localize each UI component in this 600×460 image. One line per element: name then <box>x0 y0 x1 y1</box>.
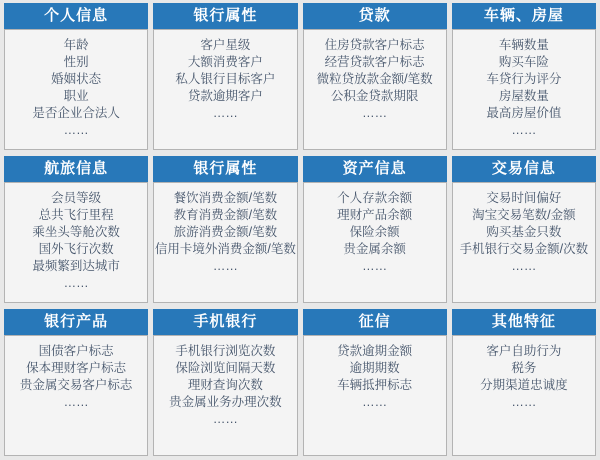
feature-category-cell <box>153 309 297 456</box>
feature-item: 乘坐头等舱次数 <box>32 225 120 239</box>
feature-item: …… <box>511 259 537 273</box>
feature-item: 手机银行交易金额/次数 <box>459 242 589 256</box>
category-item-list <box>4 29 148 150</box>
feature-item: …… <box>362 106 388 120</box>
feature-category-cell <box>4 156 148 303</box>
category-header: 交易信息 <box>452 156 596 182</box>
feature-item: 贵金属业务办理次数 <box>169 395 282 409</box>
feature-item: 年龄 <box>63 38 89 52</box>
feature-item: 教育消费金额/笔数 <box>173 208 278 222</box>
feature-item: 个人存款余额 <box>337 191 413 205</box>
feature-item: …… <box>511 395 537 409</box>
category-header: 手机银行 <box>153 309 297 335</box>
feature-item: …… <box>212 412 238 426</box>
category-item-list <box>153 29 297 150</box>
category-item-list <box>303 182 447 303</box>
category-item-list <box>303 29 447 150</box>
feature-item: 客户星级 <box>200 38 251 52</box>
feature-category-cell <box>303 309 447 456</box>
category-item-list <box>452 182 596 303</box>
category-header: 车辆、房屋 <box>452 3 596 29</box>
feature-item: 逾期期数 <box>349 361 400 375</box>
feature-item: 客户自助行为 <box>486 344 562 358</box>
feature-category-cell <box>452 156 596 303</box>
category-header: 银行属性 <box>153 3 297 29</box>
category-item-list <box>452 29 596 150</box>
feature-item: 最高房屋价值 <box>486 106 562 120</box>
feature-item: …… <box>511 123 537 137</box>
feature-item: 房屋数量 <box>498 89 549 103</box>
feature-item: 微粒贷放款金额/笔数 <box>316 72 433 86</box>
category-header: 资产信息 <box>303 156 447 182</box>
feature-item: …… <box>63 276 89 290</box>
feature-item: 信用卡境外消费金额/笔数 <box>154 242 296 256</box>
feature-item: 车辆抵押标志 <box>337 378 413 392</box>
feature-item: 国外飞行次数 <box>38 242 114 256</box>
feature-item: 总共飞行里程 <box>38 208 114 222</box>
feature-category-cell <box>153 156 297 303</box>
feature-item: 购买车险 <box>498 55 549 69</box>
feature-item: 贵金属交易客户标志 <box>19 378 133 392</box>
feature-item: 住房贷款客户标志 <box>324 38 425 52</box>
category-header: 其他特征 <box>452 309 596 335</box>
category-item-list <box>153 335 297 456</box>
category-header: 贷款 <box>303 3 447 29</box>
category-header: 个人信息 <box>4 3 148 29</box>
feature-item: 大额消费客户 <box>187 55 263 69</box>
feature-item: 购买基金只数 <box>486 225 562 239</box>
feature-item: 是否企业合法人 <box>32 106 120 120</box>
feature-item: 会员等级 <box>51 191 102 205</box>
feature-item: 最频繁到达城市 <box>32 259 120 273</box>
feature-category-cell <box>452 309 596 456</box>
feature-item: 私人银行目标客户 <box>175 72 276 86</box>
feature-item: 公积金贷款期限 <box>330 89 419 103</box>
category-header: 银行产品 <box>4 309 148 335</box>
feature-item: …… <box>63 395 89 409</box>
feature-category-cell <box>153 3 297 150</box>
category-header: 征信 <box>303 309 447 335</box>
category-item-list <box>4 335 148 456</box>
feature-item: 贷款逾期金额 <box>337 344 413 358</box>
feature-item: …… <box>362 259 388 273</box>
category-item-list <box>4 182 148 303</box>
feature-category-cell <box>303 156 447 303</box>
feature-item: 理财查询次数 <box>187 378 263 392</box>
feature-item: …… <box>212 106 238 120</box>
feature-item: 保本理财客户标志 <box>26 361 127 375</box>
feature-item: 淘宝交易笔数/金额 <box>472 208 576 222</box>
feature-item: 贵金属余额 <box>343 242 406 256</box>
feature-grid <box>4 3 596 456</box>
feature-item: 车辆数量 <box>498 38 549 52</box>
feature-item: 交易时间偏好 <box>486 191 562 205</box>
feature-item: …… <box>362 395 388 409</box>
feature-category-cell <box>4 3 148 150</box>
feature-item: 贷款逾期客户 <box>187 89 263 103</box>
category-header: 航旅信息 <box>4 156 148 182</box>
feature-item: 手机银行浏览次数 <box>175 344 276 358</box>
feature-category-cell <box>4 309 148 456</box>
feature-item: 性别 <box>63 55 89 69</box>
feature-item: 婚姻状态 <box>51 72 102 86</box>
feature-category-cell <box>303 3 447 150</box>
feature-item: 职业 <box>63 89 89 103</box>
feature-item: 理财产品余额 <box>337 208 413 222</box>
category-header: 银行属性 <box>153 156 297 182</box>
feature-item: 经营贷款客户标志 <box>324 55 425 69</box>
feature-item: …… <box>212 259 238 273</box>
feature-item: 国债客户标志 <box>38 344 114 358</box>
feature-item: 税务 <box>511 361 537 375</box>
feature-item: 保险余额 <box>349 225 400 239</box>
feature-item: 车贷行为评分 <box>486 72 562 86</box>
category-item-list <box>452 335 596 456</box>
feature-item: 旅游消费金额/笔数 <box>173 225 278 239</box>
feature-item: 保险浏览间隔天数 <box>175 361 276 375</box>
feature-item: 分期渠道忠诚度 <box>480 378 568 392</box>
category-item-list <box>153 182 297 303</box>
feature-item: 餐饮消费金额/笔数 <box>173 191 278 205</box>
category-item-list <box>303 335 447 456</box>
feature-item: …… <box>63 123 89 137</box>
feature-category-cell <box>452 3 596 150</box>
